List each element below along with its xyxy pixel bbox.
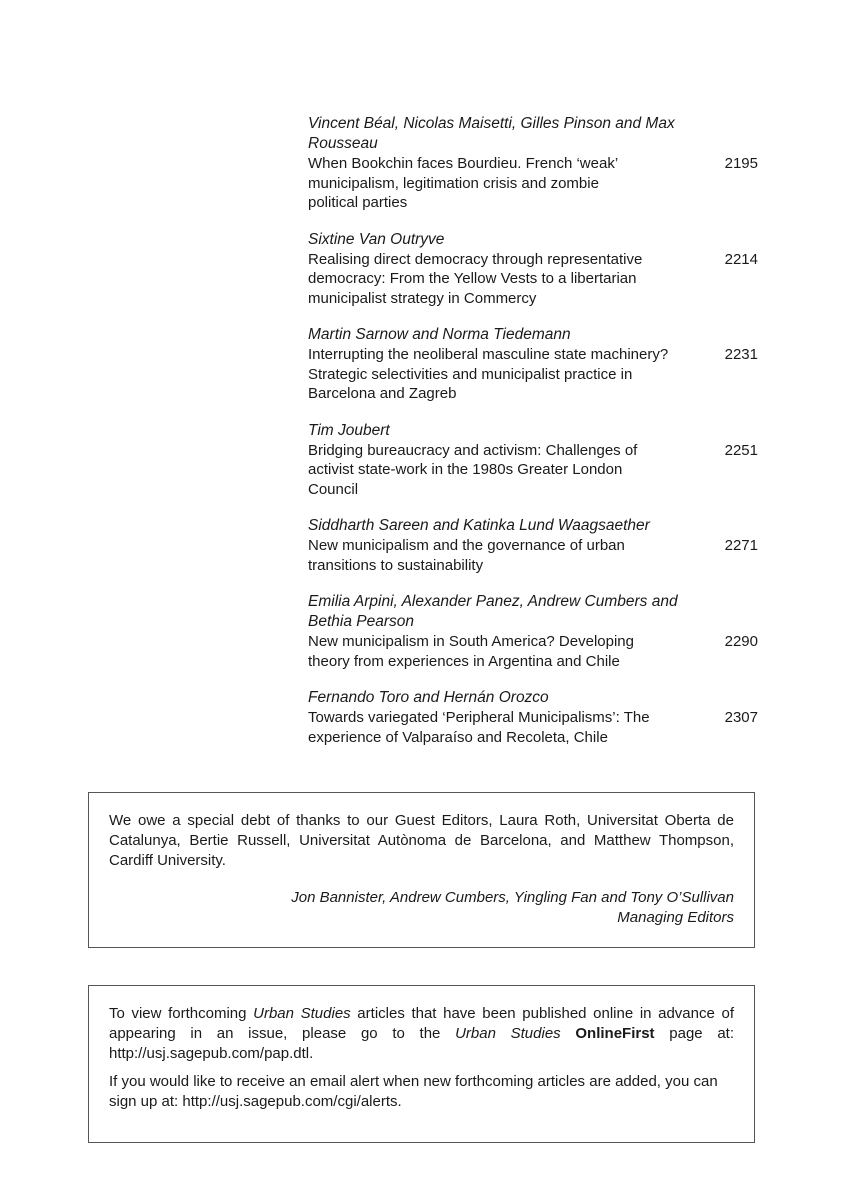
toc-page-number: 2231 (724, 346, 758, 363)
toc-article-title[interactable]: Towards variegated ‘Peripheral Municipalisms’: The experience of Valparaíso and Recoleta, Chile (308, 709, 650, 746)
online-first-label: OnlineFirst (575, 1025, 655, 1042)
toc-page-number: 2307 (724, 709, 758, 726)
toc-authors: Sixtine Van Outryve (308, 230, 445, 248)
toc-article-title[interactable]: New municipalism and the governance of urban transitions to sustainability (308, 537, 625, 574)
toc-page-number: 2251 (724, 441, 758, 459)
email-alert-text[interactable]: If you would like to receive an email alert when new forthcoming articles are added, you can sign up at: http://usj.sagepub.com/cgi/alerts. (109, 1073, 718, 1110)
toc-entry (308, 421, 758, 500)
editors-names: Jon Bannister, Andrew Cumbers, Yingling Fan and Tony O’Sullivan (291, 889, 734, 906)
acknowledgement-box (88, 792, 755, 948)
toc-entry (308, 230, 758, 309)
toc-entry (308, 592, 758, 671)
toc-authors: Vincent Béal, Nicolas Maisetti, Gilles Pinson and Max Rousseau (308, 115, 675, 152)
editors-signature (109, 888, 734, 928)
toc-entry (308, 325, 758, 404)
online-first-text (109, 1004, 734, 1064)
text-fragment: To view forthcoming (109, 1005, 254, 1022)
toc-entry (308, 516, 758, 575)
toc-entry (308, 114, 758, 213)
toc-article-title[interactable]: When Bookchin faces Bourdieu. French ‘weak’ municipalism, legitimation crisis and zombie political parties (308, 155, 618, 211)
journal-name: Urban Studies (455, 1025, 561, 1042)
toc-article-title[interactable]: New municipalism in South America? Developing theory from experiences in Argentina and Chile (308, 633, 634, 670)
toc-entry (308, 688, 758, 747)
toc-authors: Emilia Arpini, Alexander Panez, Andrew Cumbers and Bethia Pearson (308, 593, 678, 630)
toc-article-title[interactable]: Realising direct democracy through representative democracy: From the Yellow Vests to a libertarian municipalist strategy in Commercy (308, 250, 643, 307)
toc-article-title[interactable]: Bridging bureaucracy and activism: Challenges of activist state-work in the 1980s Greater London Council (308, 441, 638, 498)
text-fragment: articles that have been published online in advance of appearing in an issue, please go to the (109, 1005, 734, 1042)
toc-article-title[interactable]: Interrupting the neoliberal masculine state machinery? Strategic selectivities and municipalist practice in Barcelona and Zagreb (308, 346, 669, 402)
toc-page-number: 2271 (724, 537, 758, 554)
toc-authors: Siddharth Sareen and Katinka Lund Waagsaether (308, 517, 650, 534)
toc-page-number: 2195 (724, 155, 758, 172)
toc-authors: Fernando Toro and Hernán Orozco (308, 689, 549, 706)
table-of-contents (308, 114, 758, 764)
toc-authors: Tim Joubert (308, 421, 390, 439)
journal-name: Urban Studies (253, 1005, 351, 1022)
toc-page-number: 2214 (724, 250, 758, 268)
online-first-box (88, 985, 755, 1143)
toc-authors: Martin Sarnow and Norma Tiedemann (308, 326, 571, 343)
acknowledgement-text: We owe a special debt of thanks to our Guest Editors, Laura Roth, Universitat Oberta de Catalunya, Bertie Russell, Universitat Autònoma de Barcelona, and Matthew Thompson, Cardiff University. (109, 812, 734, 869)
toc-page-number: 2290 (724, 633, 758, 650)
text-fragment (561, 1025, 576, 1042)
editors-role: Managing Editors (617, 909, 734, 926)
online-first-link[interactable]: page at: http://usj.sagepub.com/pap.dtl. (109, 1025, 734, 1062)
